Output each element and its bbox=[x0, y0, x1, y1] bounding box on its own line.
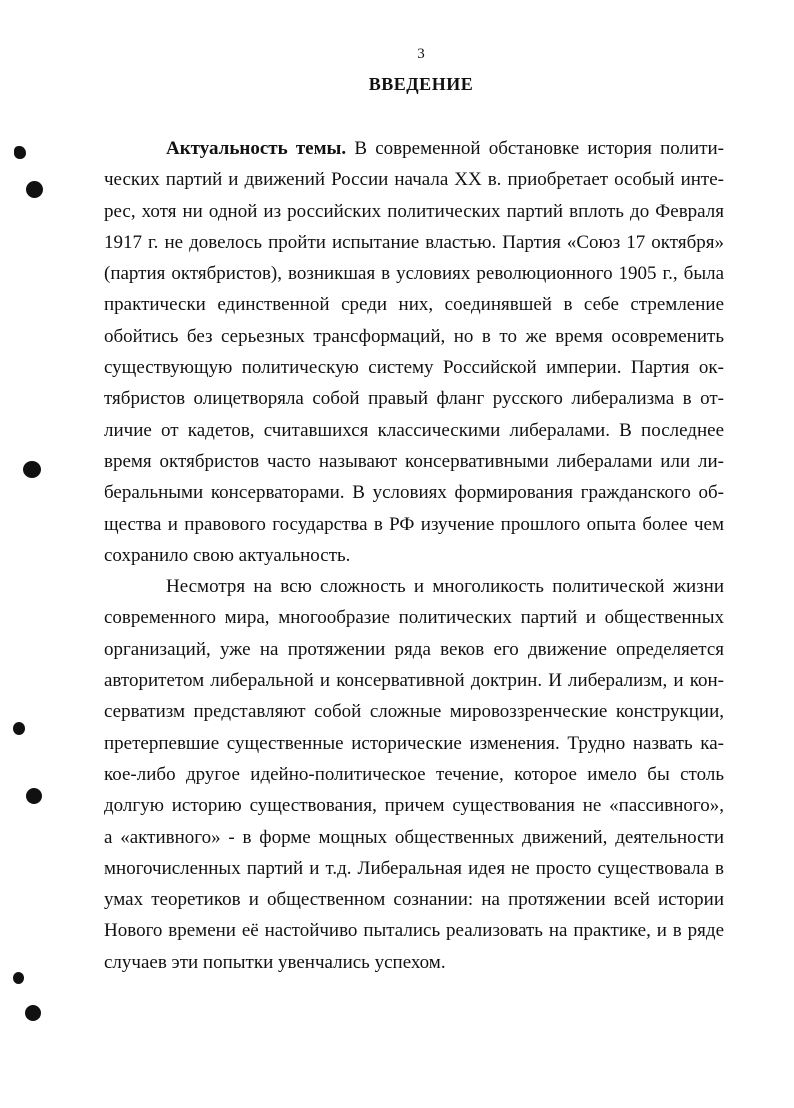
text-line: существующую политическую систему Российской империи. Партия ок- bbox=[104, 357, 724, 379]
text-line: случаев эти попытки увенчались успехом. bbox=[104, 951, 446, 973]
binder-hole-mark bbox=[14, 146, 26, 159]
paragraph-lead: Актуальность темы. bbox=[166, 138, 347, 159]
text-line: обойтись без серьезных трансформаций, но в то же время осовременить bbox=[104, 325, 724, 347]
binder-hole-mark bbox=[25, 1005, 41, 1021]
binder-hole-mark bbox=[26, 181, 43, 198]
text-line: Актуальность темы. В современной обстановке история полити- bbox=[166, 138, 724, 159]
text-line: Несмотря на всю сложность и многоликость политической жизни bbox=[166, 576, 724, 598]
text-line: время октябристов часто называют консервативными либералами или ли- bbox=[104, 450, 724, 472]
text-line: организаций, уже на протяжении ряда веков его движение определяется bbox=[104, 638, 724, 660]
text-line: авторитетом либеральной и консервативной доктрин. И либерализм, и кон- bbox=[104, 670, 724, 692]
body-text bbox=[104, 133, 724, 978]
binder-hole-mark bbox=[26, 788, 42, 804]
page-title: ВВЕДЕНИЕ bbox=[368, 74, 474, 94]
paragraph-relevance bbox=[104, 133, 724, 571]
text-line: щества и правового государства в РФ изучение прошлого опыта более чем bbox=[104, 513, 724, 535]
binder-hole-mark bbox=[13, 972, 24, 984]
text-line: а «активного» - в форме мощных общественных движений, деятельности bbox=[104, 826, 724, 848]
text-line: Нового времени её настойчиво пытались реализовать на практике, и в ряде bbox=[104, 920, 724, 942]
text-line: современного мира, многообразие политических партий и общественных bbox=[104, 607, 724, 629]
text-line: (партия октябристов), возникшая в условиях революционного 1905 г., была bbox=[104, 263, 724, 285]
text-line: умах теоретиков и общественном сознании: на протяжении всей истории bbox=[104, 889, 724, 911]
text-line: сохранило свою актуальность. bbox=[104, 544, 351, 566]
text-line: претерпевшие существенные исторические изменения. Трудно назвать ка- bbox=[104, 732, 724, 754]
text-line: серватизм представляют собой сложные мировоззренческие конструкции, bbox=[104, 701, 724, 723]
text-line: ческих партий и движений России начала XX в. приобретает особый инте- bbox=[104, 169, 724, 191]
binder-hole-mark bbox=[23, 461, 41, 478]
text-line: кое-либо другое идейно-политическое течение, которое имело бы столь bbox=[104, 763, 724, 785]
page-number: 3 bbox=[417, 46, 425, 62]
text-line: 1917 г. не довелось пройти испытание властью. Партия «Союз 17 октября» bbox=[104, 231, 724, 253]
text-line: долгую историю существования, причем существования не «пассивного», bbox=[104, 795, 724, 817]
paragraph-liberalism bbox=[104, 571, 724, 978]
text-line: практически единственной среди них, соединявшей в себе стремление bbox=[104, 294, 724, 316]
binder-hole-mark bbox=[13, 722, 25, 735]
text-line: беральными консерваторами. В условиях формирования гражданского об- bbox=[104, 482, 724, 504]
text-line: многочисленных партий и т.д. Либеральная идея не просто существовала в bbox=[104, 857, 724, 879]
text-line: личие от кадетов, считавшихся классическими либералами. В последнее bbox=[104, 419, 724, 441]
text-line: рес, хотя ни одной из российских политических партий вплоть до Февраля bbox=[104, 200, 724, 222]
text-line: тябристов олицетворяла собой правый фланг русского либерализма в от- bbox=[104, 388, 724, 410]
